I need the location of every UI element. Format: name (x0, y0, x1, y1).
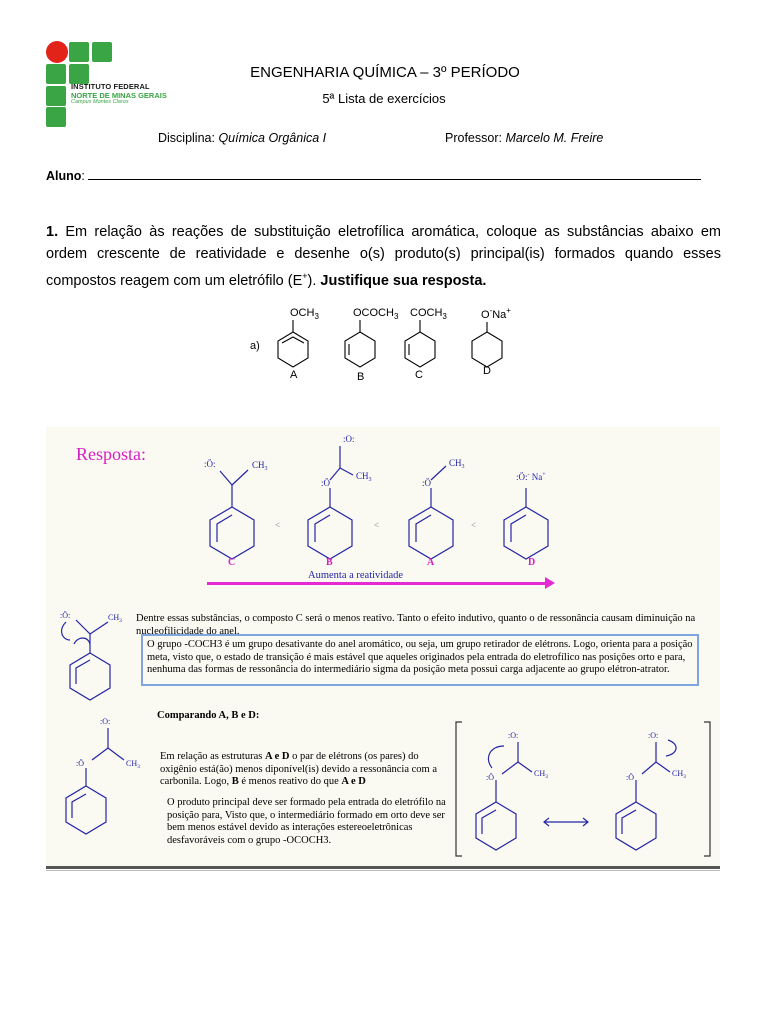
svg-text::Ö:: :Ö: (60, 611, 71, 620)
reactivity-arrow (207, 582, 547, 585)
answer-paragraph-4: O produto principal deve ser formado pela entrada do eletrófilo na posição para, Visto que, o intermediário formado em orto deve ser bem menos estável devido as interações estereoeletrônicas desfavoráveis com o grupo -OCOCH3. (167, 797, 446, 846)
compounds-figure (240, 298, 530, 384)
answer-bottom-rule-2 (46, 870, 720, 871)
order-letter-b: B (326, 557, 333, 568)
logo-red-dot (46, 41, 68, 63)
svg-text::O:: :O: (648, 731, 659, 740)
less-than-3: < (471, 520, 477, 530)
answer-paragraph-3: Em relação as estruturas A e D o par de elétrons (os pares) do oxigênio está(ão) menos diponível(is) devido a ressonância com a carbonila. Logo, B é menos reativo do que A e D (160, 751, 437, 787)
svg-text:CH3: $CH_3$ (449, 458, 465, 470)
question-text: Em relação às reações de substituição eletrofílica aromática, coloque as substâncias abaixo em ordem crescente de reatividade e desenhe o(s) produto(s) principal(is) formados quando esses compostos reagem com um eletrófilo (E (46, 224, 722, 289)
explanation-box (141, 634, 699, 686)
page-subtitle: 5ª Lista de exercícios (322, 91, 446, 106)
svg-text::Ö: :Ö (422, 478, 431, 488)
question-instruction: Justifique sua resposta. (320, 272, 487, 289)
logo-line-3: Campus Montes Claros (71, 99, 129, 105)
item-label: a) (250, 340, 260, 352)
svg-text:OCH3: $OCH_3$ (290, 307, 319, 321)
discipline-label: Disciplina: (158, 131, 219, 145)
svg-text::O:: :O: (508, 731, 519, 740)
svg-text:CH3: $CH_3$ (252, 460, 268, 472)
logo-line-1: INSTITUTO FEDERAL (71, 82, 150, 91)
svg-text::O:: :O: (100, 717, 111, 726)
svg-text:CH3: $CH_3$ (356, 471, 372, 483)
student-label: Aluno (46, 169, 82, 183)
professor-line (445, 131, 603, 145)
svg-text:O-Na+: O-Na+ (481, 306, 511, 321)
svg-text:COCH3: $COCH_3$ (410, 307, 447, 321)
answer-bottom-rule (46, 866, 720, 869)
reactivity-arrow-head (545, 577, 555, 589)
order-letter-a: A (427, 557, 435, 568)
acetophenone-figure (52, 600, 138, 706)
logo-line-2: NORTE DE MINAS GERAIS (71, 90, 167, 100)
svg-text::Ö: :Ö (76, 759, 84, 768)
answer-paragraph-2: O grupo -COCH3 é um grupo desativante do anel aromático, ou seja, um grupo retirador de elétrons. Logo, orienta para a posição meta, visto que, o estado de transição é mais estável que aqueles originados pela entrada do eletrofílico nas posições orto e para, nenhuma das formas de ressonância do intermediário sigma da posição meta possui carga adjacente ao grupo elétron-atrator. (147, 639, 693, 675)
svg-text:OCOCH3: $OCOCH_3$ (353, 307, 399, 321)
svg-text:CH3: $CH_3$ (126, 759, 140, 770)
order-letter-c: C (228, 557, 236, 568)
compound-letter-a: A (290, 369, 298, 381)
answer-title: Resposta: (76, 444, 146, 464)
less-than-1: < (275, 520, 281, 530)
svg-text::Ö: :Ö (486, 773, 494, 782)
svg-text:CH3: $CH_3$ (108, 613, 122, 624)
svg-text::Ö: :Ö (626, 773, 634, 782)
professor-value: Marcelo M. Freire (505, 131, 604, 145)
compound-letter-d: D (483, 365, 491, 377)
question-1: 1. Em relação às reações de substituição eletrofílica aromática, coloque as substâncias abaixo em ordem crescente de reatividade e desenhe o(s) produto(s) principal(is) formados quando esses compostos reagem com um eletrófilo (E+). Justifique sua resposta. (46, 224, 722, 289)
phenyl-acetate-figure (56, 712, 156, 842)
svg-text::O:: :O: (343, 434, 355, 444)
question-number: 1. (46, 224, 59, 240)
svg-text::Ö:- Na+: :Ö:- Na+ (516, 472, 546, 482)
student-name-line[interactable] (88, 167, 701, 180)
svg-text::Ö: :Ö (321, 478, 330, 488)
less-than-2: < (374, 520, 380, 530)
order-letter-d: D (528, 557, 536, 568)
reactivity-order-figure (190, 430, 570, 570)
svg-text:CH3: $CH_3$ (534, 769, 548, 780)
compound-letter-b: B (357, 371, 365, 383)
page-title: ENGENHARIA QUÍMICA – 3º PERÍODO (250, 64, 520, 81)
compare-title: Comparando A, B e D: (157, 710, 260, 721)
svg-text::Ö:: :Ö: (204, 459, 216, 469)
answer-paragraph-1: Dentre essas substâncias, o composto C será o menos reativo. Tanto o efeito indutivo, quanto o de ressonância causam diminuição na nucleofilicidade do anel. (136, 613, 696, 637)
svg-text:CH3: $CH_3$ (672, 769, 686, 780)
discipline-value: Química Orgânica I (218, 131, 327, 145)
professor-label: Professor: (445, 131, 506, 145)
discipline-line (158, 131, 326, 145)
student-field: Aluno: (46, 167, 706, 183)
resonance-figure (452, 718, 714, 860)
reactivity-arrow-label: Aumenta a reatividade (308, 570, 404, 581)
compound-letter-c: C (415, 369, 423, 381)
